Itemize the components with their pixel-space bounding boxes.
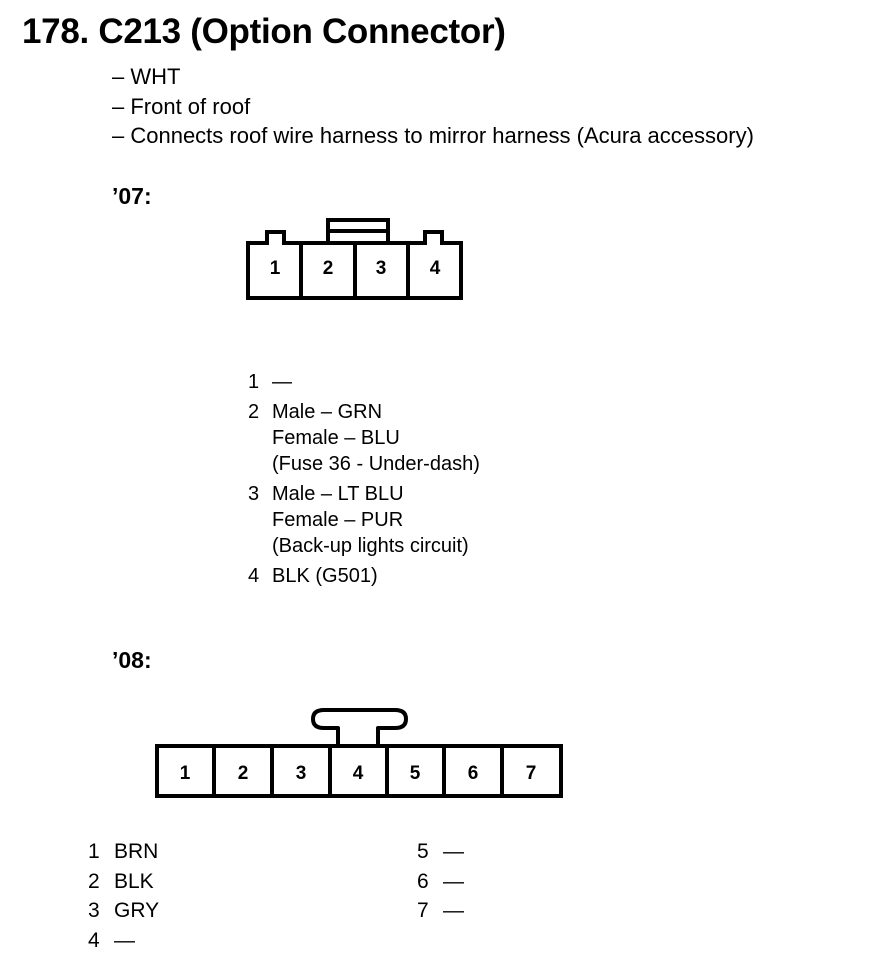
pin-color: BRN: [114, 840, 159, 863]
pin-number: 6: [417, 869, 429, 893]
description-location: – Front of roof: [112, 94, 251, 119]
pin-number: 4: [248, 565, 260, 587]
pin-color: —: [443, 869, 464, 893]
pin-number: 5: [417, 840, 429, 863]
pinout-07-list: [248, 369, 480, 589]
connector-08-diagram: [150, 700, 570, 805]
connector-07-pin-3: 3: [375, 258, 387, 279]
description-color: – WHT: [112, 64, 181, 89]
pin-color: —: [114, 928, 135, 952]
connector-08-pin-4: 4: [352, 763, 364, 784]
pin-number: 4: [88, 928, 100, 952]
connector-08-pin-3: 3: [295, 763, 307, 784]
connector-07-pin-4: 4: [429, 258, 441, 279]
pin-color: —: [443, 899, 464, 922]
pinout-08-row-5: [417, 837, 464, 867]
connector-08-pin-2: 2: [237, 763, 249, 784]
pin-color: —: [272, 371, 292, 393]
pinout-08-row-4: [88, 926, 159, 956]
connector-08-pin-5: 5: [409, 763, 421, 784]
pin-color-female: Female – PUR: [272, 509, 404, 531]
pinout-08-row-7: [417, 896, 464, 926]
connector-08-pin-1: 1: [179, 763, 191, 784]
pin-number: 1: [248, 371, 260, 393]
pinout-07-row-4: [248, 563, 480, 589]
page-title: 178. C213 (Option Connector): [22, 12, 506, 51]
pinout-08-row-2: [88, 867, 159, 897]
pin-color: GRY: [114, 899, 160, 922]
connector-08-pin-6: 6: [467, 763, 479, 784]
connector-08-latch: [313, 710, 406, 744]
pin-number: 2: [248, 401, 260, 423]
pin-color: BLK (G501): [272, 565, 378, 587]
pin-circuit-note: (Fuse 36 - Under-dash): [272, 453, 480, 475]
pinout-08-left: [88, 837, 159, 955]
pin-color: Male – LT BLU: [272, 483, 404, 505]
year-07-heading: ’07:: [112, 183, 152, 209]
description-connects: – Connects roof wire harness to mirror harness (Acura accessory): [112, 123, 754, 148]
pinout-07-row-2: [248, 399, 480, 425]
connector-07-pin-1: 1: [269, 258, 281, 279]
pinout-08-right: [417, 837, 464, 926]
pinout-07-row-1: [248, 369, 480, 395]
pin-number: 7: [417, 899, 429, 922]
connector-07-pin-2: 2: [322, 258, 334, 279]
pin-color: BLK: [114, 869, 154, 893]
pin-number: 2: [88, 869, 100, 893]
pinout-08-row-1: [88, 837, 159, 867]
year-08-heading: ’08:: [112, 647, 152, 673]
pin-circuit-note: (Back-up lights circuit): [272, 535, 469, 557]
pinout-08-row-6: [417, 867, 464, 897]
pin-number: 1: [88, 840, 100, 863]
connector-08-pin-7: 7: [525, 763, 537, 784]
pin-color-female: Female – BLU: [272, 427, 400, 449]
pin-number: 3: [88, 899, 100, 922]
connector-07-diagram: [238, 212, 473, 307]
pin-color: —: [443, 840, 464, 863]
pinout-07-row-3: [248, 481, 480, 507]
pin-number: 3: [248, 483, 260, 505]
pinout-08-row-3: [88, 896, 159, 926]
pin-color: Male – GRN: [272, 401, 383, 423]
